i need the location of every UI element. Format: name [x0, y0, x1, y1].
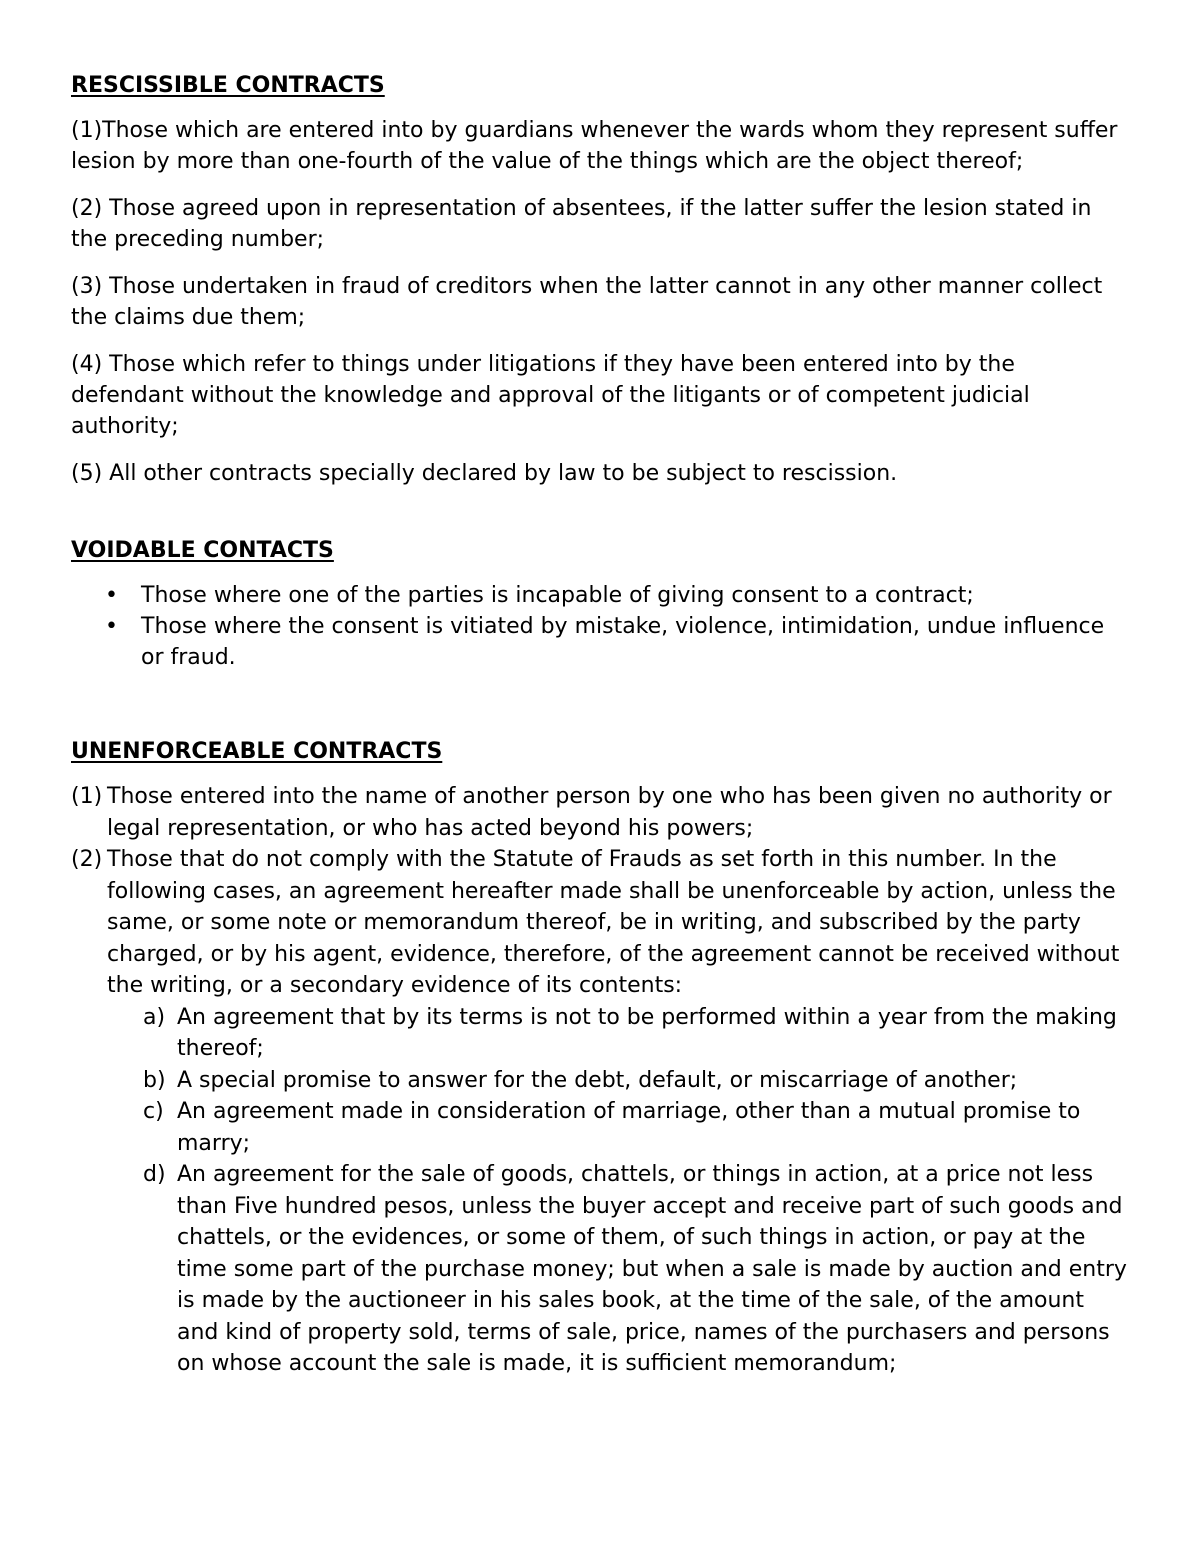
- voidable-item-text: Those where the consent is vitiated by mistake, violence, intimidation, undue influence or fraud.: [141, 614, 1105, 670]
- voidable-item-1: [71, 580, 1131, 611]
- rescissible-item-5: (5) All other contracts specially declared by law to be subject to rescission.: [71, 461, 898, 486]
- rescissible-item-2: (2) Those agreed upon in representation of absentees, if the latter suffer the lesion stated in the preceding number;: [71, 196, 1092, 252]
- bullet-icon: •: [105, 583, 118, 608]
- rescissible-heading: RESCISSIBLE CONTRACTS: [71, 73, 385, 98]
- rescissible-item-3: (3) Those undertaken in fraud of creditors when the latter cannot in any other manner collect the claims due them;: [71, 274, 1103, 330]
- rescissible-section: [71, 70, 1131, 489]
- item-text: An agreement made in consideration of marriage, other than a mutual promise to marry;: [177, 1099, 1081, 1156]
- statute-item-b: [71, 1065, 1131, 1097]
- item-letter: c): [143, 1099, 164, 1124]
- voidable-list: [71, 580, 1131, 673]
- voidable-heading: VOIDABLE CONTACTS: [71, 538, 334, 563]
- voidable-item-2: [71, 611, 1131, 673]
- item-text: An agreement that by its terms is not to be performed within a year from the making thereof;: [177, 1004, 1117, 1061]
- unenforceable-heading: UNENFORCEABLE CONTRACTS: [71, 739, 443, 764]
- bullet-icon: •: [105, 614, 118, 639]
- document-page: [71, 70, 1131, 1380]
- unenforceable-item-1: [71, 781, 1131, 844]
- rescissible-item-4: (4) Those which refer to things under litigations if they have been entered into by the defendant without the knowledge and approval of the litigants or of competent judicial authority;: [71, 352, 1030, 439]
- item-letter: d): [143, 1162, 166, 1187]
- item-text: An agreement for the sale of goods, chattels, or things in action, at a price not less than Five hundred pesos, unless the buyer accept and receive part of such goods and chattels, or the evidences, or some of them, of such things in action, or pay at the time some part of the purchase money; but when a sale is made by auction and entry is made by the auctioneer in his sales book, at the time of the sale, of the amount and kind of property sold, terms of sale, price, names of the purchasers and persons on whose account the sale is made, it is sufficient memorandum;: [177, 1162, 1127, 1376]
- section-spacer: [71, 673, 1131, 736]
- item-text: A special promise to answer for the debt, default, or miscarriage of another;: [177, 1067, 1018, 1093]
- statute-item-d: [71, 1159, 1131, 1380]
- unenforceable-item-2: [71, 844, 1131, 1002]
- voidable-item-text: Those where one of the parties is incapable of giving consent to a contract;: [141, 583, 974, 608]
- statute-of-frauds-list: [71, 1002, 1131, 1380]
- item-text: Those entered into the name of another person by one who has been given no authority or legal representation, or who has acted beyond his powers;: [107, 784, 1112, 841]
- unenforceable-section: [71, 736, 1131, 1380]
- item-number: (1): [71, 784, 103, 809]
- item-letter: a): [143, 1004, 166, 1030]
- voidable-section: [71, 535, 1131, 673]
- rescissible-item-1: (1)Those which are entered into by guardians whenever the wards whom they represent suffer lesion by more than one-fourth of the value of the things which are the object thereof;: [71, 118, 1118, 174]
- section-spacer: [71, 489, 1131, 535]
- unenforceable-list: [71, 781, 1131, 1002]
- statute-item-a: [71, 1002, 1131, 1065]
- item-number: (2): [71, 847, 103, 872]
- statute-item-c: [71, 1096, 1131, 1159]
- item-letter: b): [143, 1067, 166, 1093]
- item-text: Those that do not comply with the Statute of Frauds as set forth in this number. In the following cases, an agreement hereafter made shall be unenforceable by action, unless the same, or some note or memorandum thereof, be in writing, and subscribed by the party charged, or by his agent, evidence, therefore, of the agreement cannot be received without the writing, or a secondary evidence of its contents:: [107, 847, 1120, 998]
